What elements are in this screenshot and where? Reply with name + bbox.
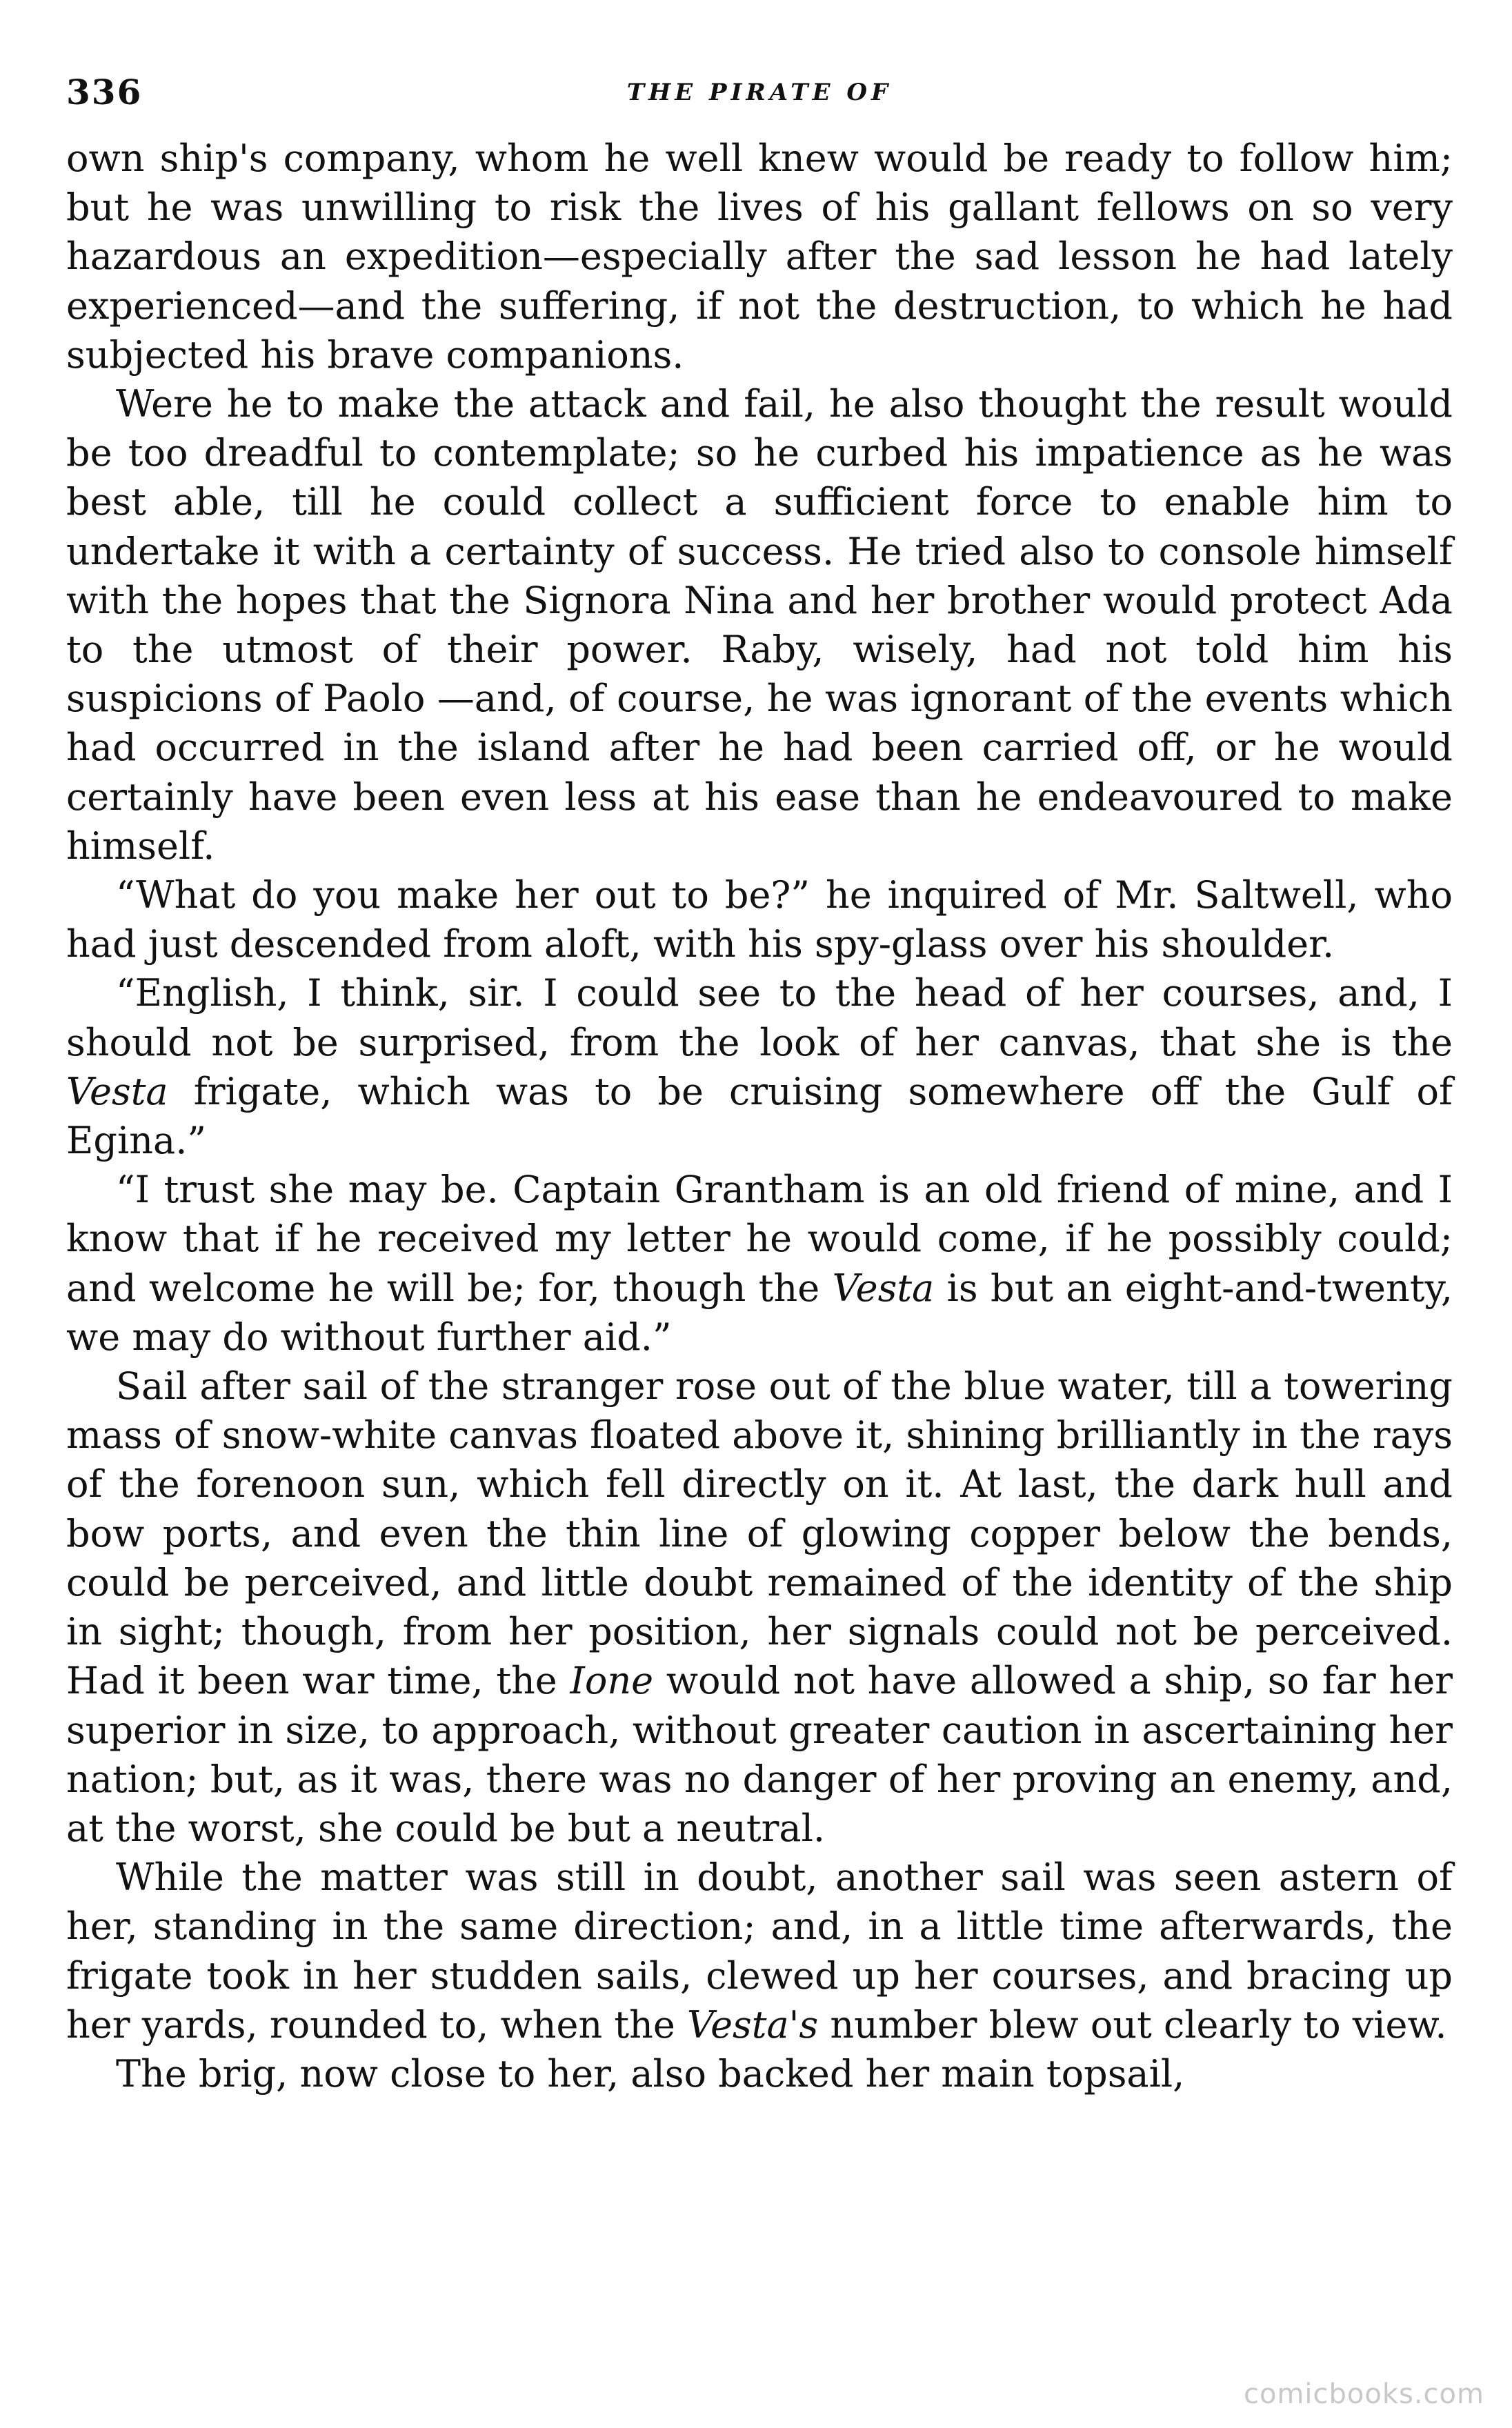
body-text — [66, 134, 1453, 2098]
paragraph-5: “I trust she may be. Captain Grantham is an old friend of mine, and I know that if he received my letter he would come, if he possibly could; and welcome he will be; for, though the Vesta is but an eight-and-twenty, we may do without further aid.” — [66, 1168, 1453, 1359]
paragraph-6: Sail after sail of the stranger rose out of the blue water, till a towering mass of snow-white canvas floated above it, shining brilliantly in the rays of the forenoon sun, which fell directly on it. At last, the dark hull and bow ports, and even the thin line of glowing copper below the bends, could be perceived, and little doubt remained of the identity of the ship in sight; though, from her position, her signals could not be perceived. Had it been war time, the Ione would not have allowed a ship, so far her superior in size, to approach, without greater caution in ascertaining her nation; but, as it was, there was no danger of her proving an enemy, and, at the worst, she could be but a neutral. — [66, 1364, 1453, 1850]
book-page — [66, 66, 1453, 2363]
paragraph-3: “What do you make her out to be?” he inquired of Mr. Saltwell, who had just descended from aloft, with his spy-glass over his shoulder. — [66, 873, 1453, 966]
page-header — [66, 66, 1453, 121]
site-watermark: comicbooks.com — [1243, 2378, 1484, 2410]
running-title: THE PIRATE OF — [626, 79, 893, 106]
paragraph-8: The brig, now close to her, also backed her main topsail, — [116, 2051, 1185, 2096]
paragraph-2: Were he to make the attack and fail, he also thought the result would be too dreadful to contemplate; so he curbed his impatience as he was best able, till he could collect a sufficient force to enable him to undertake it with a certainty of success. He tried also to console himself with the hopes that the Signora Nina and her brother would protect Ada to the utmost of their power. Raby, wisely, had not told him his suspicions of Paolo —and, of course, he was ignorant of the events which had occurred in the island after he had been carried off, or he would certainly have been even less at his ease than he endeavoured to make himself. — [66, 382, 1453, 868]
paragraph-1: own ship's company, whom he well knew would be ready to follow him; but he was unwilling to risk the lives of his gallant fellows on so very hazardous an expedition—especially after the sad lesson he had lately experienced—and the suffering, if not the destruction, to which he had subjected his brave companions. — [66, 137, 1453, 377]
paragraph-4: “English, I think, sir. I could see to the head of her courses, and, I should not be surprised, from the look of her canvas, that she is the Vesta frigate, which was to be cruising somewhere off the Gulf of Egina.” — [66, 971, 1453, 1163]
page-number: 336 — [66, 72, 143, 112]
paragraph-7: While the matter was still in doubt, another sail was seen astern of her, standing in the same direction; and, in a little time afterwards, the frigate took in her studden sails, clewed up her courses, and bracing up her yards, rounded to, when the Vesta's number blew out clearly to view. — [66, 1855, 1453, 2047]
